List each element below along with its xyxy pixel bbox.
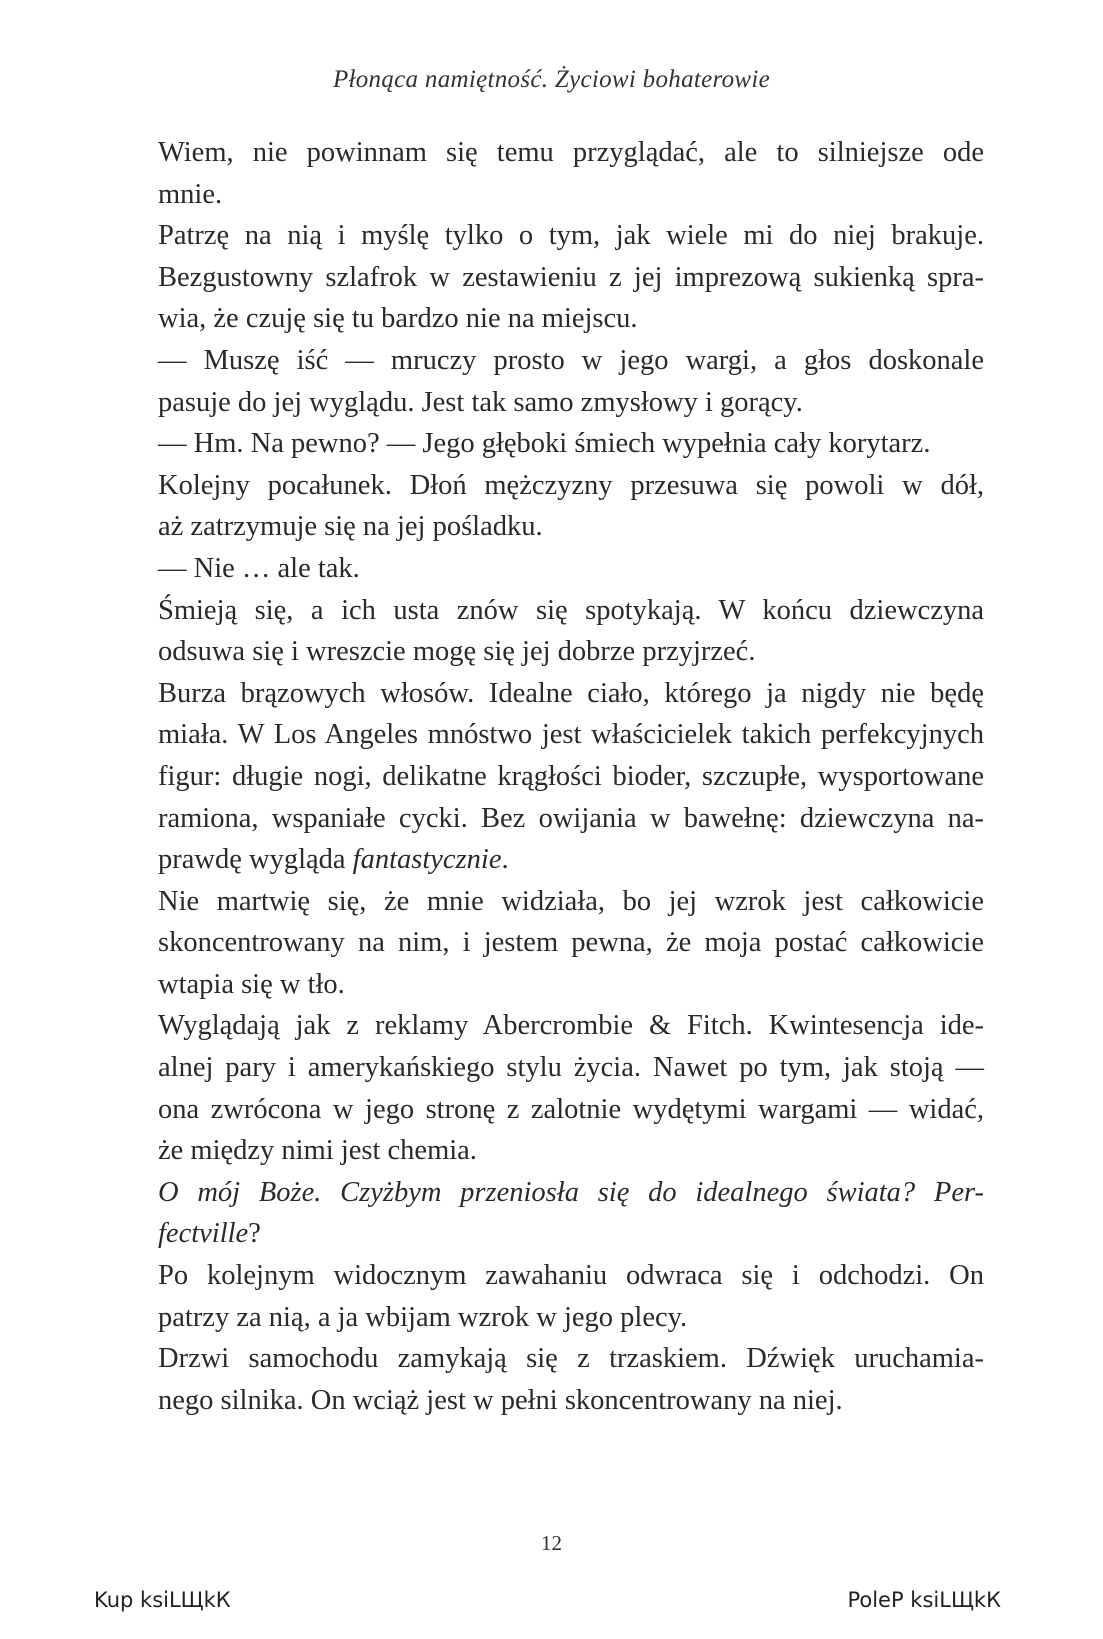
paragraph (118, 590, 984, 673)
text-line: wia, że czuję się tu bardzo nie na miejscu. (158, 303, 638, 335)
text-line: mnie. (158, 178, 223, 210)
text-line: miała. W Los Angeles mnóstwo jest właścicielek takich perfekcyjnych (158, 719, 984, 751)
paragraph (118, 340, 984, 423)
emphasis: fantastycznie (352, 844, 502, 876)
text-line: — Hm. Na pewno? — Jego głęboki śmiech wypełnia cały korytarz. (158, 428, 931, 460)
text-line: nego silnika. On wciąż jest w pełni skoncentrowany na niej. (158, 1384, 843, 1416)
text-line: ramiona, wspaniałe cycki. Bez owijania w bawełnę: dziewczyna na- (158, 802, 984, 834)
text-line: Kolejny pocałunek. Dłoń mężczyzny przesuwa się powoli w dół, (158, 469, 984, 501)
paragraph (118, 673, 984, 881)
text-line: aż zatrzymuje się na jej pośladku. (158, 511, 543, 543)
text-line: ona zwrócona w jego stronę z zalotnie wydętymi wargami — widać, (158, 1093, 984, 1125)
paragraph (118, 881, 984, 1006)
text-line: Drzwi samochodu zamykają się z trzaskiem. Dźwięk uruchamia- (158, 1343, 984, 1375)
text-line: Wyglądają jak z reklamy Abercrombie & Fitch. Kwintesencja ide- (158, 1010, 984, 1042)
text-line: Śmieją się, a ich usta znów się spotykają. W końcu dziewczyna (158, 594, 984, 626)
text-line: — Nie … ale tak. (158, 552, 360, 584)
text-line: patrzy za nią, a ja wbijam wzrok w jego plecy. (158, 1301, 688, 1333)
text-line: że między nimi jest chemia. (158, 1135, 477, 1167)
paragraph (118, 423, 984, 465)
text-line: Po kolejnym widocznym zawahaniu odwraca się i odchodzi. On (158, 1260, 984, 1292)
text-line: Burza brązowych włosów. Idealne ciało, którego ja nigdy nie będę (158, 677, 984, 709)
paragraph (118, 548, 984, 590)
text-line: odsuwa się i wreszcie mogę się jej dobrze przyjrzeć. (158, 636, 756, 668)
buy-book-link[interactable]: Kup ksiLЩkК (94, 1588, 231, 1612)
body-text (118, 132, 984, 1421)
punctuation: ? (248, 1218, 261, 1250)
paragraph (118, 1255, 984, 1338)
text-line: wtapia się w tło. (158, 968, 345, 1000)
punctuation: . (501, 844, 509, 876)
text-line: pasuje do jej wyglądu. Jest tak samo zmysłowy i gorący. (158, 386, 803, 418)
paragraph (118, 1338, 984, 1421)
text-line: fectville? (158, 1218, 261, 1250)
paragraph (118, 215, 984, 340)
running-head: Płonąca namiętność. Życiowi bohaterowie (332, 66, 771, 93)
page-number: 12 (541, 1531, 562, 1555)
text-line: skoncentrowany na nim, i jestem pewna, że moja postać całkowicie (158, 927, 984, 959)
text-line: Wiem, nie powinnam się temu przyglądać, ale to silniejsze ode (158, 137, 984, 168)
paragraph (118, 1172, 984, 1255)
text-line: Nie martwię się, że mnie widziała, bo jej wzrok jest całkowicie (158, 885, 984, 917)
text-line: — Muszę iść — mruczy prosto w jego wargi, a głos doskonale (158, 344, 984, 376)
paragraph (118, 132, 984, 215)
paragraph (118, 465, 984, 548)
paragraph (118, 1005, 984, 1171)
text-line: Patrzę na nią i myślę tylko o tym, jak wiele mi do niej brakuje. (158, 220, 984, 252)
text-line: Bezgustowny szlafrok w zestawieniu z jej imprezową sukienką spra- (158, 261, 984, 293)
text-line: prawdę wygląda fantastycznie. (158, 844, 509, 876)
text-line: O mój Boże. Czyżbym przeniosła się do idealnego świata? Per- (158, 1176, 984, 1208)
recommend-book-link[interactable]: PoleР ksiLЩkК (847, 1588, 1001, 1612)
text-line: alnej pary i amerykańskiego stylu życia. Nawet po tym, jak stoją — (158, 1052, 984, 1084)
text-line: figur: długie nogi, delikatne krągłości bioder, szczupłe, wysportowane (158, 760, 984, 792)
